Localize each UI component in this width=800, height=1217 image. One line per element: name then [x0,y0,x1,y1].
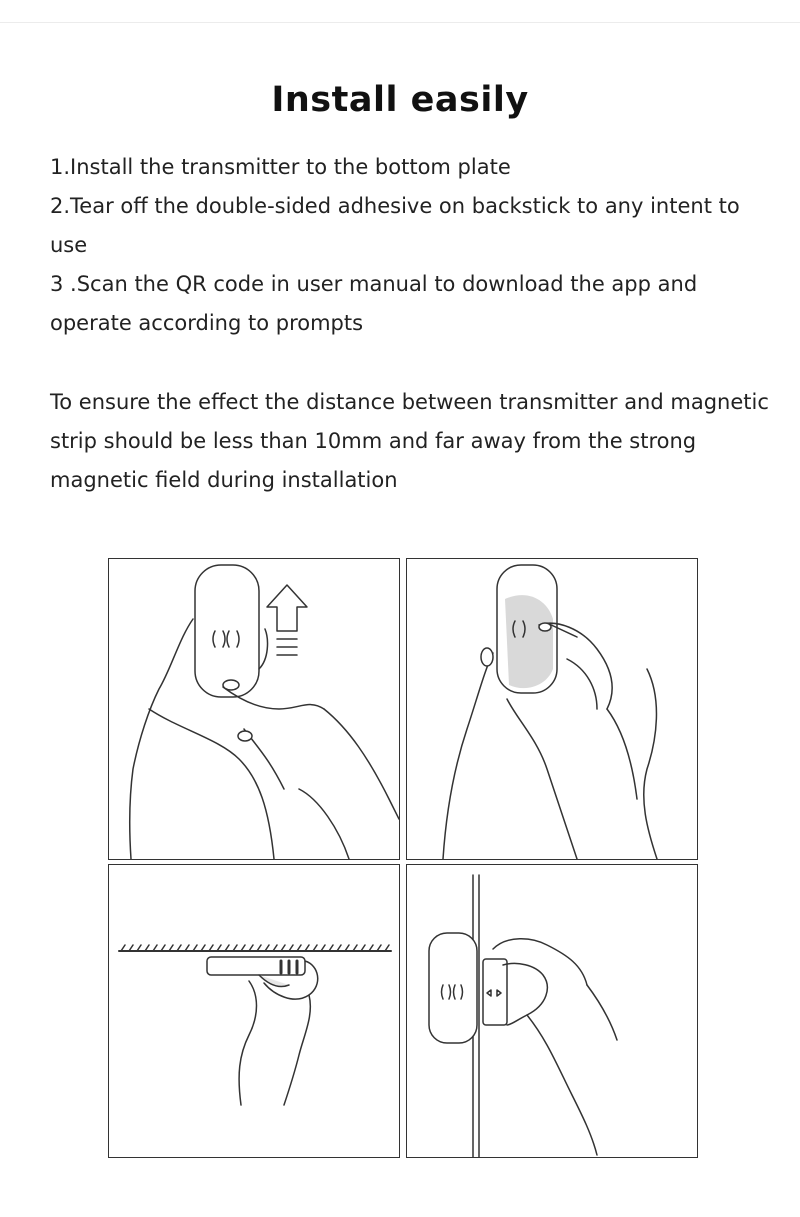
illustration-peel-adhesive [406,558,698,860]
hand [239,961,318,1105]
upward-arrow-icon [267,585,307,655]
illustration-door-frame-mount [406,864,698,1158]
step-item: 3 .Scan the QR code in user manual to download the app and operate according to prompts [50,272,698,335]
transmitter-device [207,957,305,975]
illustration-ceiling-mount [108,864,400,1158]
step-item: 1.Install the transmitter to the bottom plate [50,155,511,179]
magnet-icon [483,959,507,1025]
peel-icon [505,595,553,688]
step-item: 2.Tear off the double-sided adhesive on backstick to any intent to use [50,194,740,257]
transmitter-device [429,933,477,1043]
instruction-steps [50,148,770,343]
transmitter-device [195,565,259,697]
hand [493,939,617,1155]
right-hand [223,680,399,859]
ceiling-icon [119,945,391,951]
top-divider [0,22,800,23]
installation-note: To ensure the effect the distance between transmitter and magnetic strip should be less than 10mm and far away from the strong magnetic field during installation [50,390,769,492]
page-title: Install easily [271,80,529,120]
illustration-attach-transmitter [108,558,400,860]
